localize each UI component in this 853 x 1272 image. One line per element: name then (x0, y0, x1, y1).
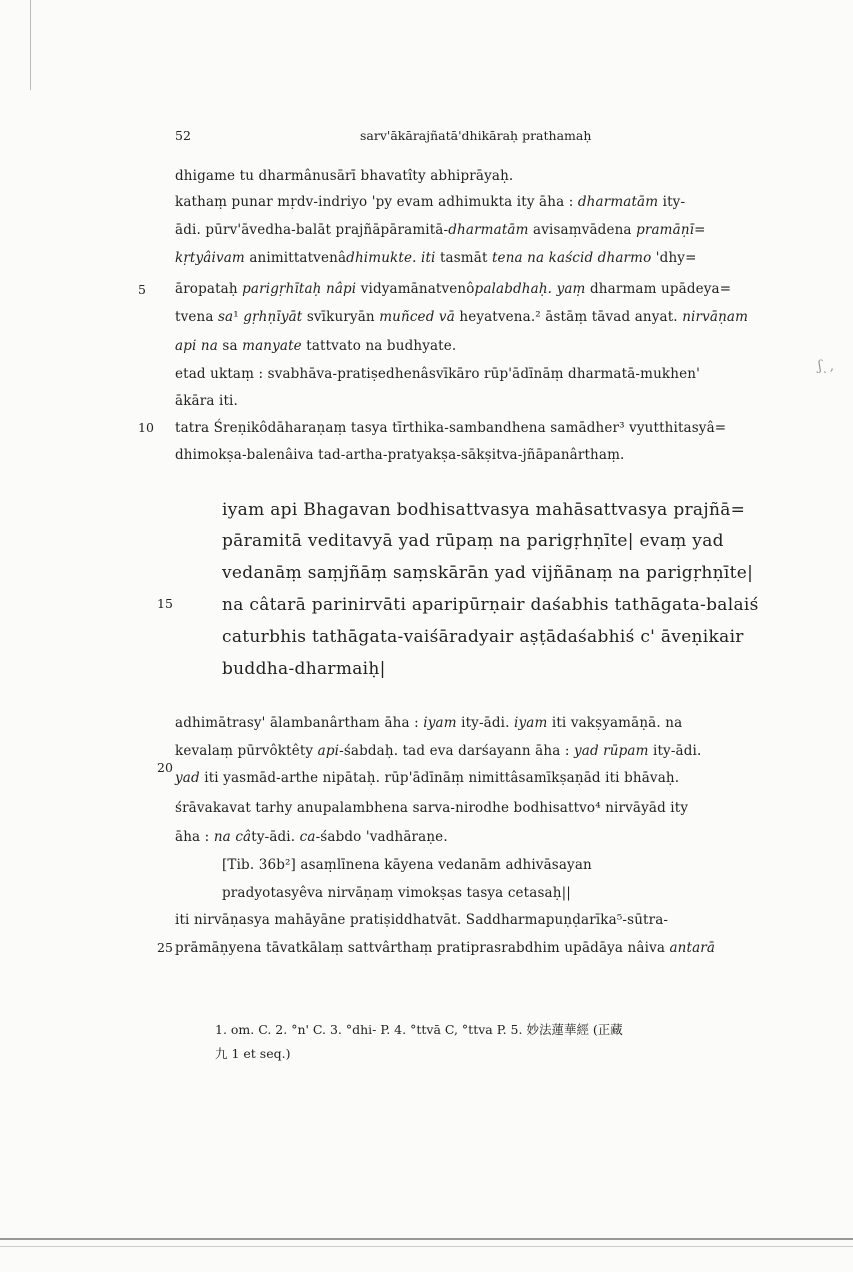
italic-segment: dharmatām (448, 222, 529, 238)
text-segment: avisaṃvādena (528, 222, 637, 238)
italic-segment: yad rūpam (573, 743, 649, 759)
italic-segment: iyam (514, 715, 548, 731)
text-segment: tasmāt (435, 250, 492, 266)
text-segment: ity-ādi. (648, 743, 702, 759)
text-segment: pradyotasyêva nirvāṇaṃ vimokṣas tasya cetasaḥ|| (222, 885, 571, 901)
text-line (175, 912, 785, 928)
italic-segment: iti (421, 250, 436, 266)
text-segment: ity-ādi. (456, 715, 515, 731)
italic-segment: parigṛhītaḥ nâpi (242, 281, 357, 297)
italic-segment: pramāṇī= (636, 222, 706, 238)
italic-segment: dharmatām (577, 194, 659, 210)
text-segment: tatra Śreṇikôdāharaṇaṃ tasya tīrthika-sambandhena samādher³ vyutthitasyâ= (175, 420, 727, 436)
text-segment: kevalaṃ pūrvôktêty (175, 743, 318, 759)
italic-segment: dhimukte. (346, 250, 417, 266)
text-segment: ty-ādi. (251, 829, 300, 845)
verse-line: buddha-dharmaiḥ| (222, 659, 386, 679)
text-segment: dhimokṣa-balenâiva tad-artha-pratyakṣa-sākṣitva-jñāpanârthaṃ. (175, 447, 625, 463)
italic-segment: yad (175, 770, 200, 786)
text-line (175, 420, 785, 436)
verse-line: vedanāṃ saṃjñāṃ saṃskārān yad vijñānaṃ na parigṛhṇīte| (222, 563, 754, 583)
italic-segment: nirvāṇam (682, 309, 749, 325)
margin-note: ʃ ͅ , (818, 358, 835, 374)
text-segment: -śabdaḥ. tad eva darśayann āha : (339, 743, 574, 759)
text-segment: [Tib. 36b²] asaṃlīnena kāyena vedanām adhivāsayan (222, 857, 592, 873)
text-line (175, 743, 785, 759)
text-segment: 'dhy= (651, 250, 697, 266)
text-segment: śrāvakavat tarhy anupalambhena sarva-nirodhe bodhisattvo⁴ nirvāyād ity (175, 800, 689, 816)
scan-bottom-edge (0, 1238, 853, 1240)
text-segment: dharmam upādeya= (585, 281, 732, 297)
text-line (175, 338, 785, 354)
line-number: 10 (138, 420, 154, 435)
italic-segment: api na (175, 338, 218, 354)
text-line (175, 715, 785, 731)
line-number: 25 (157, 940, 173, 955)
text-line (175, 168, 785, 184)
text-segment: etad uktaṃ : svabhāva-pratiṣedhenâsvīkāro rūp'ādīnāṃ dharmatā-mukhen' (175, 366, 700, 382)
italic-segment: na (213, 829, 231, 845)
italic-segment: palabdhaḥ. (474, 281, 553, 297)
text-line (175, 194, 785, 210)
text-segment: ādi. pūrv'āvedha-balāt prajñāpāramitā- (175, 222, 449, 238)
text-segment: dhigame tu dharmânusārī bhavatîty abhiprāyaḥ. (175, 168, 514, 184)
text-line (175, 829, 785, 845)
text-line (175, 222, 785, 238)
text-line (175, 281, 785, 297)
text-segment: heyatvena.² āstāṃ tāvad anyat. (454, 309, 683, 325)
text-line (175, 250, 785, 266)
text-line (175, 393, 785, 409)
line-number: 5 (138, 282, 146, 297)
text-segment: iti vakṣyamāṇā. na (547, 715, 683, 731)
footnote-line: 九 1 et seq.) (215, 1046, 291, 1061)
line-number: 20 (157, 760, 173, 775)
italic-segment: kṛtyâivam (175, 250, 245, 266)
running-title: sarv'ākārajñatā'dhikāraḥ prathamaḥ (360, 128, 592, 143)
text-segment: ākāra iti. (175, 393, 238, 409)
italic-segment: antarā (669, 940, 716, 956)
text-segment: iti nirvāṇasya mahāyāne pratiṣiddhatvāt. Saddharmapuṇḍarīka⁵-sūtra- (175, 912, 669, 928)
text-segment: ¹ (233, 309, 244, 325)
text-segment: animittatvenâ (244, 250, 347, 266)
scan-edge-line (30, 0, 31, 90)
verse-line: iyam api Bhagavan bodhisattvasya mahāsattvasya prajñā= (222, 500, 746, 520)
text-line (222, 857, 832, 873)
text-segment: -śabdo 'vadhāraṇe. (315, 829, 448, 845)
text-segment: kathaṃ punar mṛdv-indriyo 'py evam adhimukta ity āha : (175, 194, 578, 210)
text-line (175, 366, 785, 382)
italic-segment: iyam (423, 715, 457, 731)
scan-bottom-edge-2 (0, 1246, 853, 1247)
verse-line: pāramitā veditavyā yad rūpaṃ na parigṛhṇīte| evaṃ yad (222, 531, 724, 551)
text-segment: iti yasmād-arthe nipātaḥ. rūp'ādīnāṃ nimittâsamīkṣaṇād iti bhāvaḥ. (199, 770, 680, 786)
text-segment: āropataḥ (175, 281, 243, 297)
text-line (175, 447, 785, 463)
text-segment: āha : (175, 829, 214, 845)
text-segment: ity- (658, 194, 686, 210)
page-number: 52 (175, 128, 191, 143)
italic-segment: manyate (242, 338, 302, 354)
line-number: 15 (157, 596, 173, 611)
text-segment: tattvato na budhyate. (301, 338, 457, 354)
italic-segment: muñced vā (379, 309, 455, 325)
text-segment: vidyamānatvenô (356, 281, 475, 297)
text-line (222, 885, 832, 901)
text-segment: prāmāṇyena tāvatkālaṃ sattvârthaṃ pratiprasrabdhim upādāya nâiva (175, 940, 670, 956)
text-line (175, 309, 785, 325)
footnote-line: 1. om. C. 2. °n' C. 3. °dhi- P. 4. °ttvā C, °ttva P. 5. 妙法蓮華經 (正藏 (215, 1022, 623, 1037)
italic-segment: sa (217, 309, 234, 325)
italic-segment: ca (299, 829, 316, 845)
italic-segment: api (317, 743, 340, 759)
text-segment: sa (217, 338, 243, 354)
italic-segment: câ (235, 829, 252, 845)
text-segment: svīkuryān (302, 309, 380, 325)
italic-segment: tena na kaścid dharmo (491, 250, 652, 266)
italic-segment: yaṃ (556, 281, 586, 297)
text-line (175, 800, 785, 816)
verse-line: caturbhis tathāgata-vaiśāradyair aṣṭādaśabhiś c' āveṇikair (222, 627, 744, 647)
text-segment: adhimātrasy' ālambanârtham āha : (175, 715, 424, 731)
verse-line: na câtarā parinirvāti aparipūrṇair daśabhis tathāgata-balaiś (222, 595, 759, 615)
text-line (175, 940, 785, 956)
text-line (175, 770, 785, 786)
italic-segment: gṛhṇīyāt (243, 309, 303, 325)
text-segment: tvena (175, 309, 218, 325)
